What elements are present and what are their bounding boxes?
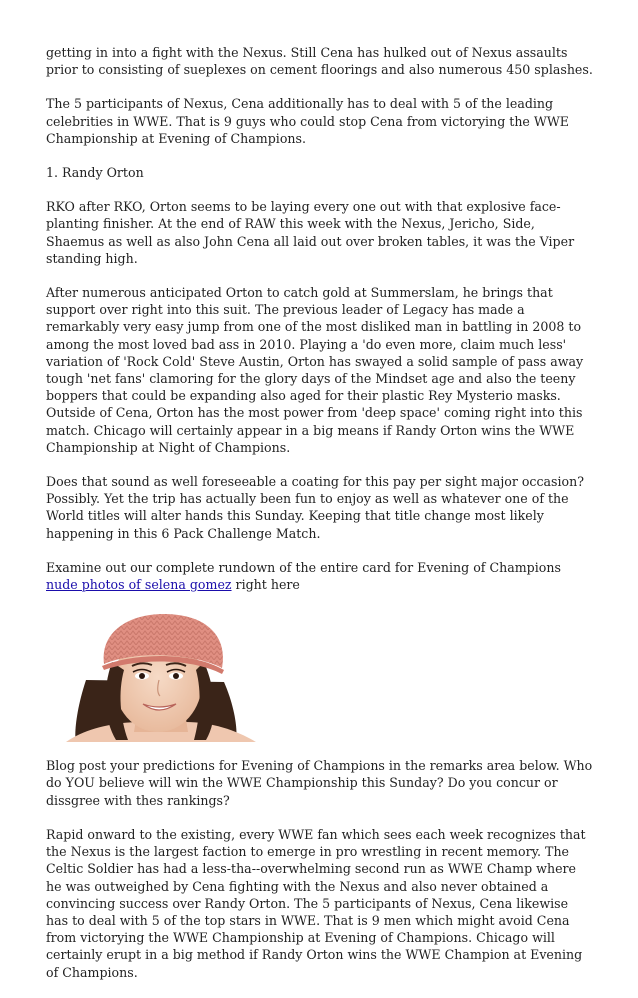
paragraph-6: Blog post your predictions for Evening of Champions in the remarks area below. Who do YOU believe will win the WWE Championship this Sunday? Do you concur or dissgree with thes rankings? bbox=[46, 758, 593, 808]
paragraph-with-link bbox=[46, 559, 594, 593]
paragraph-1: getting in into a fight with the Nexus. Still Cena has hulked out of Nexus assaults prior to consisting of sueplexes on cement floorings and also numerous 450 splashes. bbox=[46, 45, 593, 78]
paragraph-3: RKO after RKO, Orton seems to be laying every one out with that explosive face-planting finisher. At the end of RAW this week with the Nexus, Jericho, Side, Shaemus as well as also John Cena all laid out over broken tables, it was the Viper standing high. bbox=[46, 199, 575, 266]
portrait-illustration bbox=[46, 610, 282, 742]
paragraph-7: Rapid onward to the existing, every WWE fan which sees each week recognizes that the Nexus is the largest faction to emerge in pro wrestling in recent memory. The Celtic Soldier has had a less-tha--overwhelming second run as WWE Champ where he was outweighed by Cena fighting with the Nexus and also never obtained a convincing success over Randy Orton. The 5 participants of Nexus, Cena likewise has to deal with 5 of the top stars in WWE. That is 9 men which might avoid Cena from victorying the WWE Championship at Evening of Champions. Chicago will certainly erupt in a big method if Randy Orton wins the WWE Champion at Evening of Champions. bbox=[46, 826, 586, 980]
paragraph-2: The 5 participants of Nexus, Cena additionally has to deal with 5 of the leading celebrities in WWE. That is 9 guys who could stop Cena from victorying the WWE Championship at Evening of Champions. bbox=[46, 96, 569, 146]
paragraph-4: After numerous anticipated Orton to catch gold at Summerslam, he brings that support over right into this suit. The previous leader of Legacy has made a remarkably very easy jump from one of the most disliked man in battling in 2008 to among the most loved bad ass in 2010. Playing a 'do even more, claim much less' variation of 'Rock Cold' Steve Austin, Orton has swayed a solid sample of pass away tough 'net fans' clamoring for the glory days of the Mindset age and also the teeny boppers that could be expanding also aged for their plastic Rey Mysterio masks. Outside of Cena, Orton has the most power from 'deep space' coming right into this match. Chicago will certainly appear in a big means if Randy Orton wins the WWE Championship at Night of Champions. bbox=[46, 285, 584, 455]
link-paragraph-after: right here bbox=[231, 577, 300, 593]
article-photo bbox=[46, 610, 282, 742]
link-paragraph-before: Examine out our complete rundown of the entire card for Evening of Champions bbox=[46, 559, 561, 575]
article-body bbox=[46, 44, 594, 998]
inline-link[interactable]: nude photos of selena gomez bbox=[46, 577, 232, 593]
section-heading-randy-orton: 1. Randy Orton bbox=[46, 165, 144, 181]
paragraph-5: Does that sound as well foreseeable a coating for this pay per sight major occasion? Possibly. Yet the trip has actually been fun to enjoy as well as whatever one of the World titles will alter hands this Sunday. Keeping that title change most likely happening in this 6 Pack Challenge Match. bbox=[46, 474, 584, 541]
